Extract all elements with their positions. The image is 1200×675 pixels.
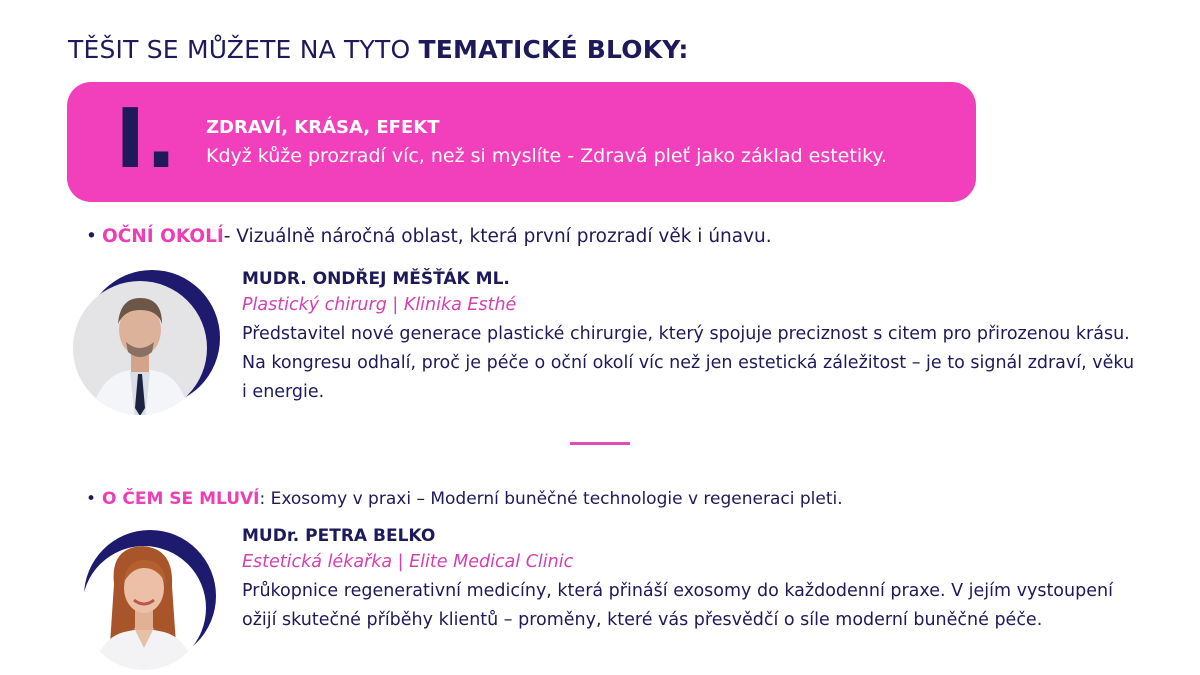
section-heading [68, 35, 689, 64]
topic-item [86, 489, 843, 509]
speaker-info [242, 267, 1142, 407]
speaker-bio: Představitel nové generace plastické chirurgie, který spojuje preciznost s citem pro přirozenou krásu. Na kongresu odhalí, proč je péče o oční okolí víc než jen estetická záležitost – je to signál zdraví, věku i energie. [242, 324, 1135, 402]
topic-text: : Exosomy v praxi – Moderní buněčné technologie v regeneraci pleti. [259, 489, 843, 509]
speaker-bio: Průkopnice regenerativní medicíny, která přináší exosomy do každodenní praxe. V jejím vystoupení ožijí skutečné příběhy klientů – proměny, které vás přesvědčí o síle moderní buněčné péče. [242, 581, 1113, 630]
topic-label: OČNÍ OKOLÍ [102, 226, 224, 247]
topic-text: - Vizuálně náročná oblast, která první prozradí věk i únavu. [223, 226, 772, 247]
block-subtitle: Když kůže prozradí víc, než si myslíte - Zdravá pleť jako základ estetiky. [206, 145, 888, 167]
speaker-role: Plastický chirurg | Klinika Esthé [242, 295, 517, 315]
bullet-icon: • [86, 226, 97, 247]
block-numeral: I. [115, 92, 177, 187]
speaker-name: MUDR. ONDŘEJ MĚŠŤÁK ML. [242, 269, 510, 289]
topic-item [86, 226, 772, 247]
speaker-portrait [70, 524, 220, 674]
speaker-role: Estetická lékařka | Elite Medical Clinic [242, 552, 574, 572]
speaker-portrait [70, 268, 220, 418]
heading-prefix: TĚŠIT SE MŮŽETE NA TYTO [68, 35, 419, 64]
bullet-icon: • [86, 489, 97, 509]
block-title: ZDRAVÍ, KRÁSA, EFEKT [206, 117, 440, 138]
speaker-info [242, 524, 1142, 635]
heading-emphasis: TEMATICKÉ BLOKY: [418, 35, 689, 64]
topic-label: O ČEM SE MLUVÍ [102, 489, 260, 509]
speaker-name: MUDr. PETRA BELKO [242, 526, 436, 546]
thematic-block-banner [67, 82, 976, 202]
section-divider [570, 442, 630, 445]
